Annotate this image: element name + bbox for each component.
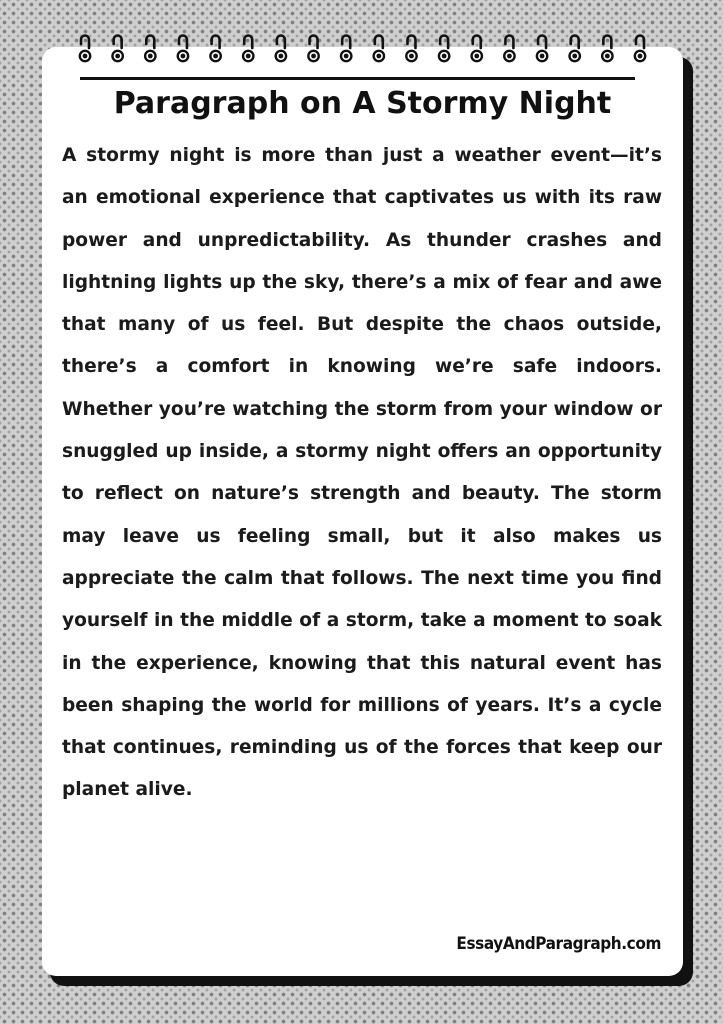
spiral-ring [80, 36, 90, 62]
spiral-binding [0, 0, 723, 80]
spiral-ring [406, 36, 416, 62]
paragraph-body: A stormy night is more than just a weather event—it’s an emotional experience that captivates us with its raw power and unpredictability. As thunder crashes and lightning lights up the sky, there’s a mix of fear and awe that many of us feel. But despite the chaos outside, there’s a comfort in knowing we’re safe indoors. Whether you’re watching the storm from your window or snuggled up inside, a stormy night offers an opportunity to reflect on nature’s strength and beauty. The storm may leave us feeling small, but it also makes us appreciate the calm that follows. The next time you find yourself in the middle of a storm, take a moment to soak in the experience, knowing that this natural event has been shaping the world for millions of years. It’s a cycle that continues, reminding us of the forces that keep our planet alive. [62, 145, 662, 801]
spiral-ring [276, 36, 286, 62]
title-divider [80, 77, 635, 80]
spiral-ring [243, 36, 253, 62]
spiral-ring [472, 36, 482, 62]
spiral-ring [439, 36, 449, 62]
spiral-ring [210, 36, 220, 62]
spiral-ring [570, 36, 580, 62]
source-credit: EssayAndParagraph.com [456, 934, 661, 954]
spiral-ring [635, 36, 645, 62]
page-title: Paragraph on A Stormy Night [113, 86, 612, 121]
spiral-ring [602, 36, 612, 62]
spiral-ring [537, 36, 547, 62]
spiral-ring [308, 36, 318, 62]
spiral-ring [341, 36, 351, 62]
spiral-ring [145, 36, 155, 62]
spiral-ring [178, 36, 188, 62]
spiral-ring [112, 36, 122, 62]
spiral-ring [504, 36, 514, 62]
spiral-ring [374, 36, 384, 62]
